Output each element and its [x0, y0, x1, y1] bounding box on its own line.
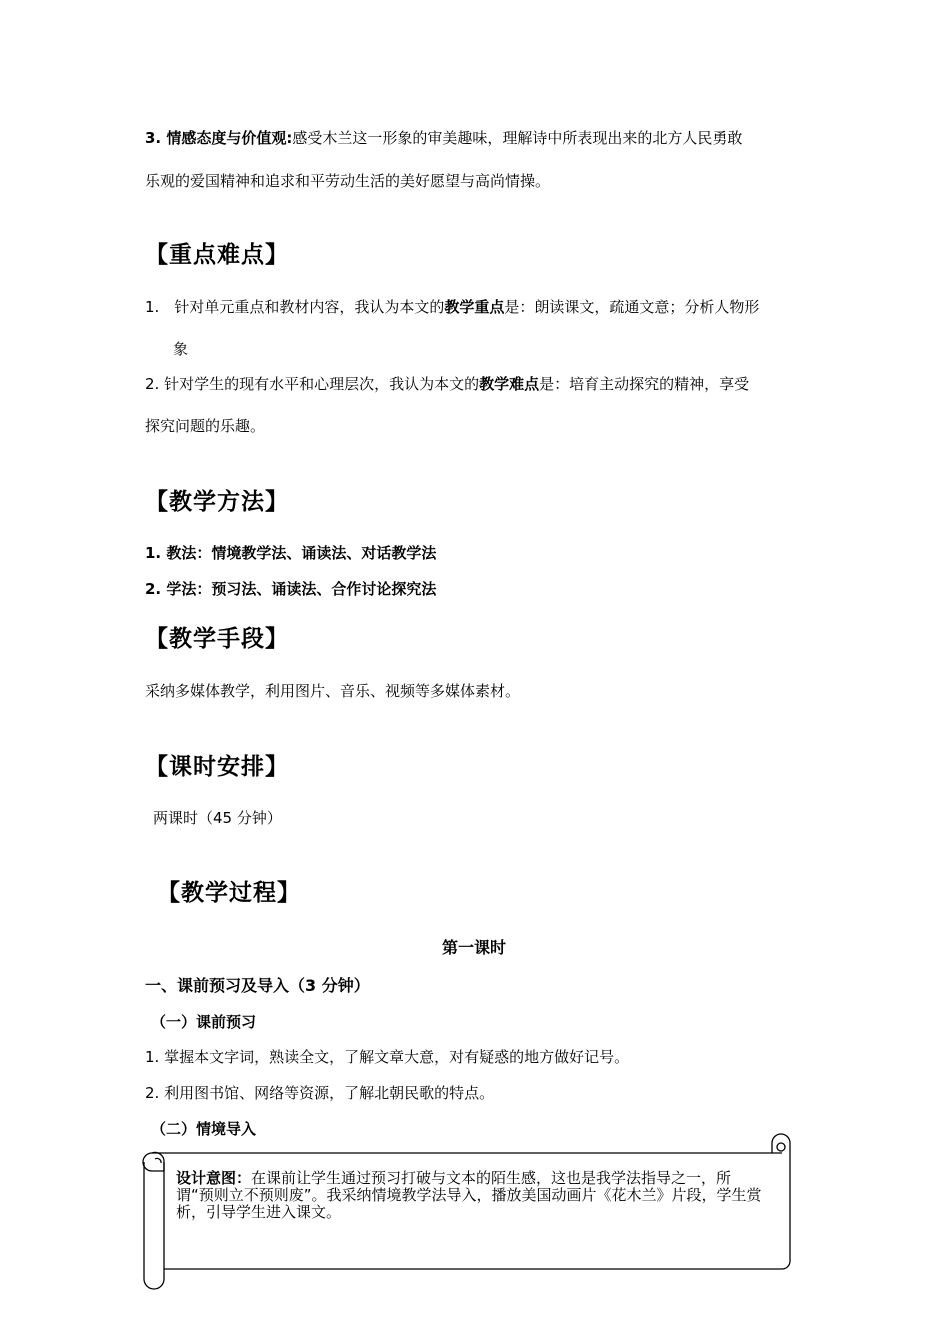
means-heading: 【教学手段】	[145, 626, 289, 652]
key-point-1	[145, 296, 759, 317]
design-note-text	[176, 1170, 766, 1221]
key-point-2-post: 是：培育主动探究的精神，享受	[539, 375, 750, 393]
section3-label: 3. 情感态度与价值观:	[145, 129, 293, 147]
sub1-title: （一）课前预习	[151, 1013, 257, 1031]
lesson-title: 第一课时	[442, 938, 507, 957]
section3-text1: 感受木兰这一形象的审美趣味，理解诗中所表现出来的北方人民勇敢	[292, 129, 743, 147]
key-point-1-num: 1.	[145, 298, 160, 316]
methods-item-1: 1. 教法：情境教学法、诵读法、对话教学法	[145, 544, 437, 562]
methods-item-2: 2. 学法：预习法、诵读法、合作讨论探究法	[145, 580, 437, 598]
process-heading: 【教学过程】	[157, 880, 301, 906]
key-point-1-cont: 象	[173, 340, 189, 358]
design-note-label: 设计意图：	[176, 1169, 252, 1187]
methods-heading: 【教学方法】	[145, 489, 289, 515]
section3-line1	[145, 127, 742, 148]
key-point-1-post: 是：朗读课文，疏通文意；分析人物形	[504, 298, 760, 316]
sub1-item-2: 2. 利用图书馆、网络等资源，了解北朝民歌的特点。	[145, 1084, 495, 1102]
key-point-1-pre: 针对单元重点和教材内容，我认为本文的	[174, 298, 445, 316]
key-point-2-cont: 探究问题的乐趣。	[145, 417, 266, 435]
design-note-body: 在课前让学生通过预习打破与文本的陌生感，这也是我学法指导之一，所谓“预则立不预则废”。我采纳情境教学法导入，播放美国动画片《花木兰》片段，学生赏析，引导学生进入课文。	[176, 1169, 762, 1221]
schedule-heading: 【课时安排】	[145, 754, 289, 780]
key-point-2	[145, 373, 749, 394]
key-point-1-bold: 教学重点	[444, 298, 505, 316]
part1-title: 一、课前预习及导入（3 分钟）	[145, 976, 370, 995]
design-note-scroll	[142, 1133, 794, 1291]
schedule-text: 两课时（45 分钟）	[153, 809, 282, 827]
sub2-title: （二）情境导入	[151, 1120, 257, 1138]
key-point-2-pre: 2. 针对学生的现有水平和心理层次，我认为本文的	[145, 375, 480, 393]
section3-line2: 乐观的爱国精神和追求和平劳动生活的美好愿望与高尚情操。	[145, 172, 551, 190]
key-point-2-bold: 教学难点	[479, 375, 540, 393]
means-text: 采纳多媒体教学，利用图片、音乐、视频等多媒体素材。	[145, 682, 521, 700]
sub1-item-1: 1. 掌握本文字词，熟读全文，了解文章大意，对有疑惑的地方做好记号。	[145, 1048, 630, 1066]
key-points-heading: 【重点难点】	[145, 242, 289, 268]
